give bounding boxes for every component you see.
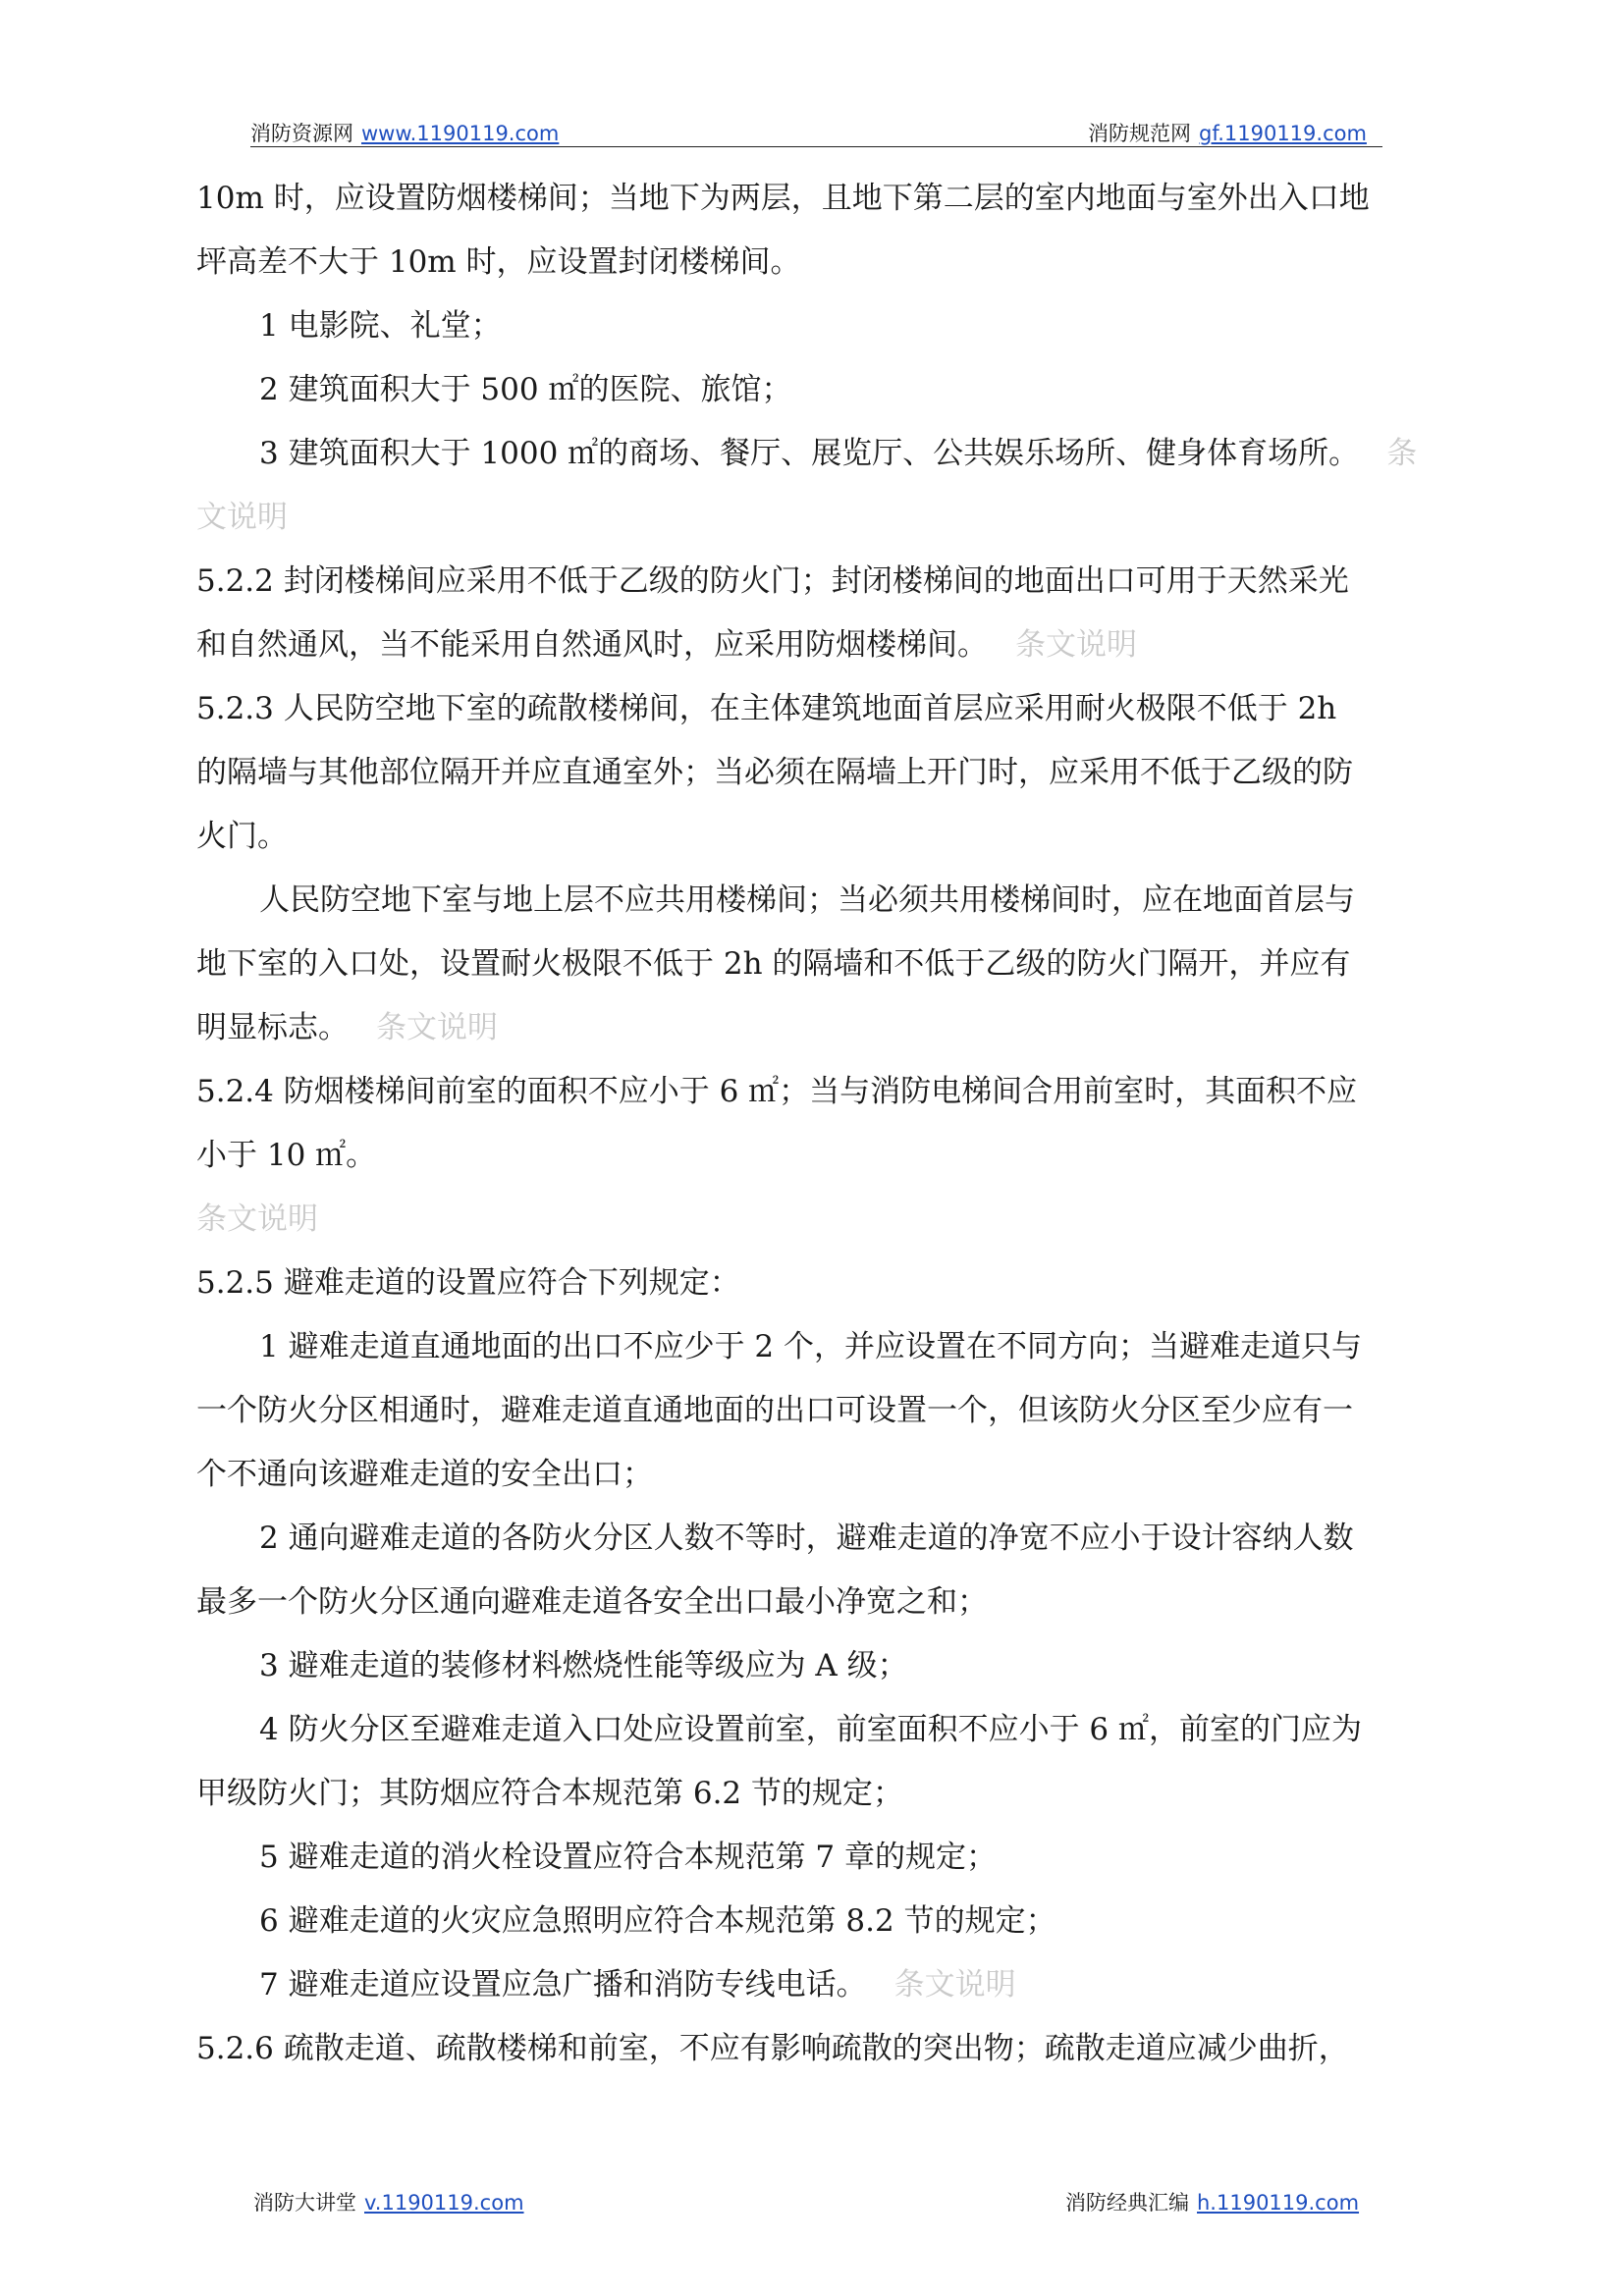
footer-left-site xyxy=(253,2187,524,2216)
list-item: 2 通向避难走道的各防火分区人数不等时，避难走道的净宽不应小于设计容纳人数 xyxy=(259,1521,1354,1556)
page-header xyxy=(0,118,1624,157)
text-line: 小于 10 ㎡。 xyxy=(196,1138,377,1173)
clause-5-2-4: 5.2.4 防烟楼梯间前室的面积不应小于 6 ㎡；当与消防电梯间合用前室时，其面积不应 xyxy=(196,1074,1358,1109)
footer-right-link[interactable]: h.1190119.com xyxy=(1197,2191,1360,2215)
list-item: 3 避难走道的装修材料燃烧性能等级应为 A 级； xyxy=(259,1648,908,1683)
footer-right-name: 消防经典汇编 xyxy=(1065,2191,1189,2215)
clause-note-link[interactable]: 条文说明 xyxy=(376,1010,498,1045)
list-item: 1 电影院、礼堂； xyxy=(259,308,502,344)
header-left-site xyxy=(250,118,559,147)
text-line: 甲级防火门；其防烟应符合本规范第 6.2 节的规定； xyxy=(196,1776,904,1811)
text-line: 地下室的入口处，设置耐火极限不低于 2h 的隔墙和不低于乙级的防火门隔开，并应有 xyxy=(196,946,1351,982)
clause-5-2-3: 5.2.3 人民防空地下室的疏散楼梯间，在主体建筑地面首层应采用耐火极限不低于 2h xyxy=(196,691,1337,726)
list-item: 6 避难走道的火灾应急照明应符合本规范第 8.2 节的规定； xyxy=(259,1903,1056,1939)
text-line: 明显标志。 条文说明 xyxy=(196,1010,498,1045)
text-line: 和自然通风，当不能采用自然通风时，应采用防烟楼梯间。 条文说明 xyxy=(196,627,1137,663)
text-line: 的隔墙与其他部位隔开并应直通室外；当必须在隔墙上开门时，应采用不低于乙级的防 xyxy=(196,755,1353,790)
text-line xyxy=(196,1200,318,1239)
clause-note-link[interactable]: 文说明 xyxy=(196,500,288,535)
list-item: 4 防火分区至避难走道入口处应设置前室，前室面积不应小于 6 ㎡，前室的门应为 xyxy=(259,1712,1363,1747)
text-line: 10m 时，应设置防烟楼梯间；当地下为两层，且地下第二层的室内地面与室外出入口地 xyxy=(196,181,1370,216)
clause-5-2-2: 5.2.2 封闭楼梯间应采用不低于乙级的防火门；封闭楼梯间的地面出口可用于天然采光 xyxy=(196,563,1349,599)
footer-left-name: 消防大讲堂 xyxy=(253,2191,356,2215)
list-item: 1 避难走道直通地面的出口不应少于 2 个，并应设置在不同方向；当避难走道只与 xyxy=(259,1329,1363,1364)
header-right-name: 消防规范网 xyxy=(1088,122,1191,145)
header-left-link[interactable]: www.1190119.com xyxy=(361,122,560,145)
text-line: 最多一个防火分区通向避难走道各安全出口最小净宽之和； xyxy=(196,1584,988,1620)
header-left-name: 消防资源网 xyxy=(250,122,353,145)
clause-note-link[interactable]: 条文说明 xyxy=(893,1967,1016,2002)
list-item: 3 建筑面积大于 1000 ㎡的商场、餐厅、展览厅、公共娱乐场所、健身体育场所。 条 xyxy=(259,436,1418,471)
clause-note-link[interactable]: 条文说明 xyxy=(196,1201,318,1237)
list-item: 7 避难走道应设置应急广播和消防专线电话。 条文说明 xyxy=(259,1967,1016,2002)
clause-5-2-5: 5.2.5 避难走道的设置应符合下列规定： xyxy=(196,1265,740,1301)
list-item: 5 避难走道的消火栓设置应符合本规范第 7 章的规定； xyxy=(259,1840,998,1875)
clause-note-link[interactable]: 条文说明 xyxy=(1015,627,1137,663)
header-right-site xyxy=(1088,118,1367,147)
footer-right-site xyxy=(1065,2187,1359,2216)
paragraph-start: 人民防空地下室与地上层不应共用楼梯间；当必须共用楼梯间时，应在地面首层与 xyxy=(259,882,1355,918)
text-line: 火门。 xyxy=(196,819,288,854)
text-line: 一个防火分区相通时，避难走道直通地面的出口可设置一个，但该防火分区至少应有一 xyxy=(196,1393,1353,1428)
text-line xyxy=(196,498,288,537)
footer-left-link[interactable]: v.1190119.com xyxy=(364,2191,524,2215)
page-footer xyxy=(0,2187,1624,2226)
header-rule xyxy=(250,146,1382,147)
clause-note-link[interactable]: 条 xyxy=(1386,436,1418,471)
clause-5-2-6: 5.2.6 疏散走道、疏散楼梯和前室，不应有影响疏散的突出物；疏散走道应减少曲折， xyxy=(196,2031,1349,2066)
text-line: 坪高差不大于 10m 时，应设置封闭楼梯间。 xyxy=(196,244,801,280)
header-right-link[interactable]: gf.1190119.com xyxy=(1199,122,1367,145)
list-item: 2 建筑面积大于 500 ㎡的医院、旅馆； xyxy=(259,372,792,407)
text-line: 个不通向该避难走道的安全出口； xyxy=(196,1457,653,1492)
